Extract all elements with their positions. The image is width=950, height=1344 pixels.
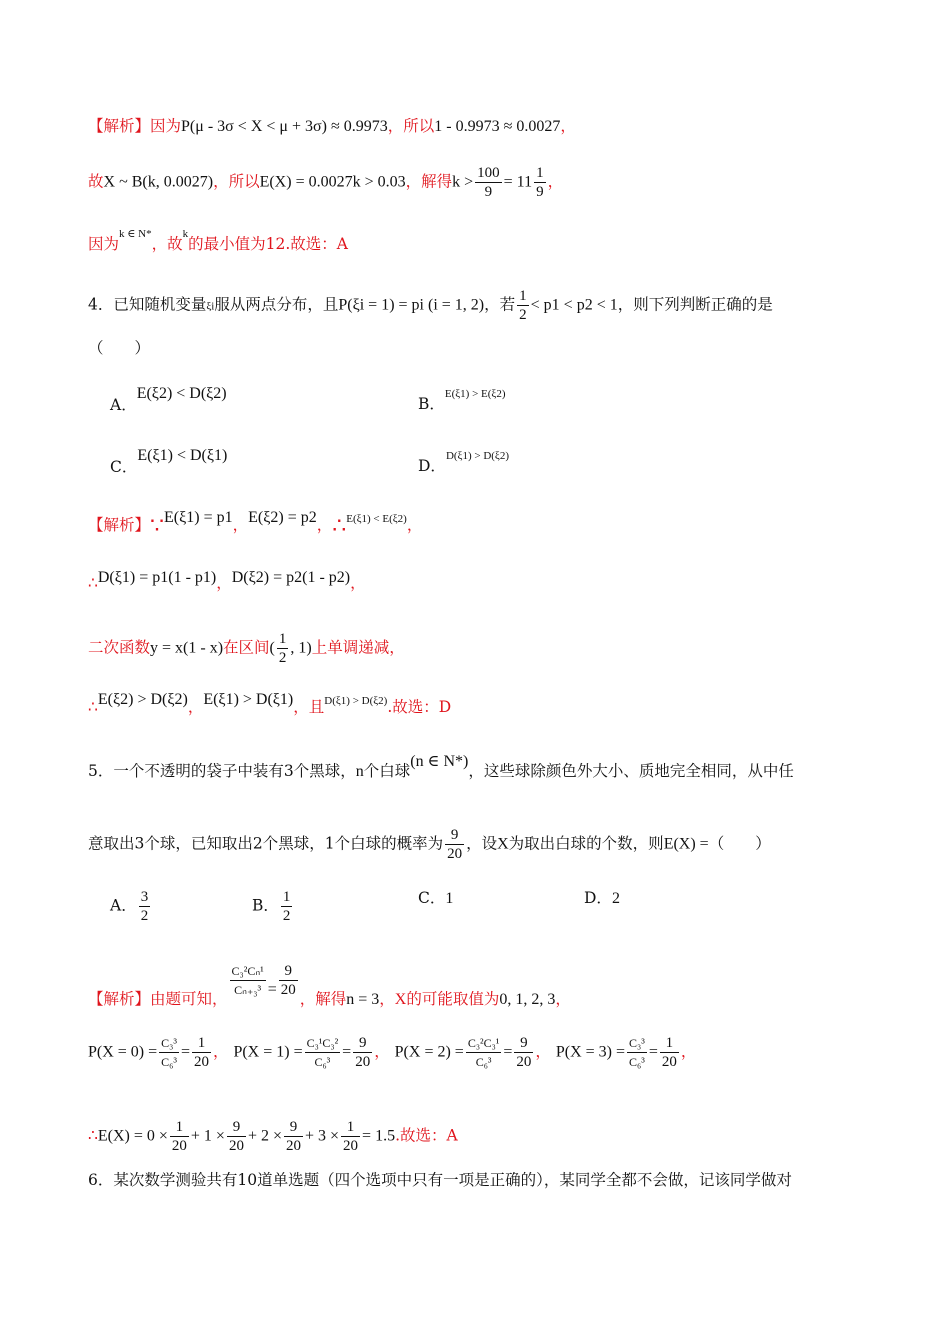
option-a[interactable]: A． $\frac{3}{2}$ [110,889,149,924]
fraction: $\frac{\text{C₃²Cₙ¹}}{\text{Cₙ₊₃³}}$ [231,964,264,997]
option-b[interactable]: B．$^{E(\xi 1) > E(\xi 2)}$ [418,388,506,413]
question-number: 6． [88,1171,114,1189]
option-c[interactable]: C．E(ξ1) < D(ξ1) [110,447,228,476]
fraction: $\frac{9}{20}$ [447,827,463,862]
solution-tag: 【解析】 [88,117,151,135]
fraction: $\frac{1}{20}$ [193,1035,209,1070]
solution-2-line-1: 【解析】∵E(ξ1) = p1，E(ξ2) = p2，∴$^{E(\xi 1) < E(\xi 2)}$， [88,509,423,539]
fraction: $\frac{\text{C₃³}}{\text{C₆³}}$ [161,1036,177,1069]
solution-line-1: 【解析】因为P(μ - 3σ < X < μ + 3σ) ≈ 0.9973，所以1 - 0.9973 ≈ 0.0027， [88,117,576,135]
question-4-stem: 4．已知随机变量ξi服从两点分布，且P(ξi = 1) = pi (i = 1, 2)，若 $\frac{1}{2}$ < p1 < p2 < 1，则下列判断正确的是 [88,288,773,323]
solution-line-2: 故X ~ B(k, 0.0027)，所以E(X) = 0.0027k > 0.03，解得k > $\frac{100}{9}$ = 11 $\frac{1}{9}$ ， [88,165,564,200]
option-d[interactable]: D．$^{D(\xi 1) > D(\xi 2)}$ [418,450,509,475]
solution-tag: 【解析】 [88,516,151,534]
solution-3-line-1: 【解析】由题可知， $\frac{\text{C₃²Cₙ¹}}{\text{Cₙ₊₃³}}$ = $\frac{9}{20}$ ，解得n = 3，X的可能取值为0, 1, 2, 3， [88,963,571,1008]
question-5-stem-1: 5．一个不透明的袋子中装有3个黑球，n个白球(n ∈ N*)，这些球除颜色外大小、质地完全相同，从中任 [88,753,794,780]
fraction: $\frac{\text{C₃³}}{\text{C₆³}}$ [629,1036,645,1069]
question-number: 5． [88,762,114,780]
option-a[interactable]: A．E(ξ2) < D(ξ2) [110,385,227,414]
solution-2-line-2: ∴D(ξ1) = p1(1 - p1)，D(ξ2) = p2(1 - p2)， [88,569,366,592]
question-5-stem-2: 意取出3个球，已知取出2个黑球，1个白球的概率为 $\frac{9}{20}$ ，设X为取出白球的个数，则E(X) =（ ） [88,827,771,862]
option-c[interactable]: C．1 [418,889,454,907]
option-d[interactable]: D．2 [584,889,620,907]
fraction: $\frac{9}{20}$ [286,1119,301,1154]
fraction: $\frac{9}{20}$ [228,1119,244,1154]
solution-2-line-3: 二次函数y = x(1 - x)在区间( $\frac{1}{2}$ , 1)上单调递减， [88,631,405,666]
fraction: $\frac{1}{20}$ [661,1035,677,1070]
fraction: $\frac{1}{2}$ [282,889,291,924]
solution-tag: 【解析】 [88,990,151,1008]
question-6-stem: 6．某次数学测验共有10道单选题（四个选项中只有一项是正确的），某同学全都不会做，记该同学做对 [88,1171,792,1189]
fraction: $\frac{1}{2}$ [278,631,287,666]
fraction: $\frac{9}{20}$ [355,1035,371,1070]
solution-line-3: 因为$^{k \in N*}$，故$^k$的最小值为12.故选：A [88,228,348,253]
option-b[interactable]: B． $\frac{1}{2}$ [252,889,291,924]
fraction: $\frac{1}{20}$ [171,1119,187,1154]
fraction: $\frac{\text{C₃²C₃¹}}{\text{C₆³}}$ [467,1036,500,1069]
fraction: $\frac{9}{20}$ [280,963,296,998]
fraction: $\frac{3}{2}$ [140,889,149,924]
fraction: $\frac{100}{9}$ [477,165,500,200]
question-4-paren: （ ） [88,339,151,357]
solution-2-line-4: ∴E(ξ2) > D(ξ2)，E(ξ1) > D(ξ1)，且$^{D(\xi 1) > D(\xi 2)}$.故选：D [88,691,452,716]
fraction: $\frac{1}{2}$ [519,288,527,323]
solution-3-line-2: P(X = 0) = $\frac{\text{C₃³}}{\text{C₆³}}$ = $\frac{1}{20}$ ， P(X = 1) = $\frac{\text{C₃¹C₃²}}{\text{C₆³}}$ = $\frac{9}{20}$ ， P(X = 2) = $\frac{\text{C₃²C₃¹}}{\text{C₆³}}$ = $\frac{9}{20}$ ， P(X = 3) = $\frac{\text{C₃³}}{\text{C₆³}}$ = $\frac{1}{20}$ ， [88,1035,697,1070]
solution-3-line-3: ∴E(X) = 0 × $\frac{1}{20}$ + 1 × $\frac{9}{20}$ + 2 × $\frac{9}{20}$ + 3 × $\frac{1}{20}$ = 1.5.故选：A [88,1119,458,1154]
question-number: 4． [88,295,114,314]
fraction: $\frac{1}{20}$ [343,1119,359,1154]
fraction: $\frac{1}{9}$ [536,165,544,200]
fraction: $\frac{9}{20}$ [516,1035,532,1070]
fraction: $\frac{\text{C₃¹C₃²}}{\text{C₆³}}$ [306,1036,339,1069]
